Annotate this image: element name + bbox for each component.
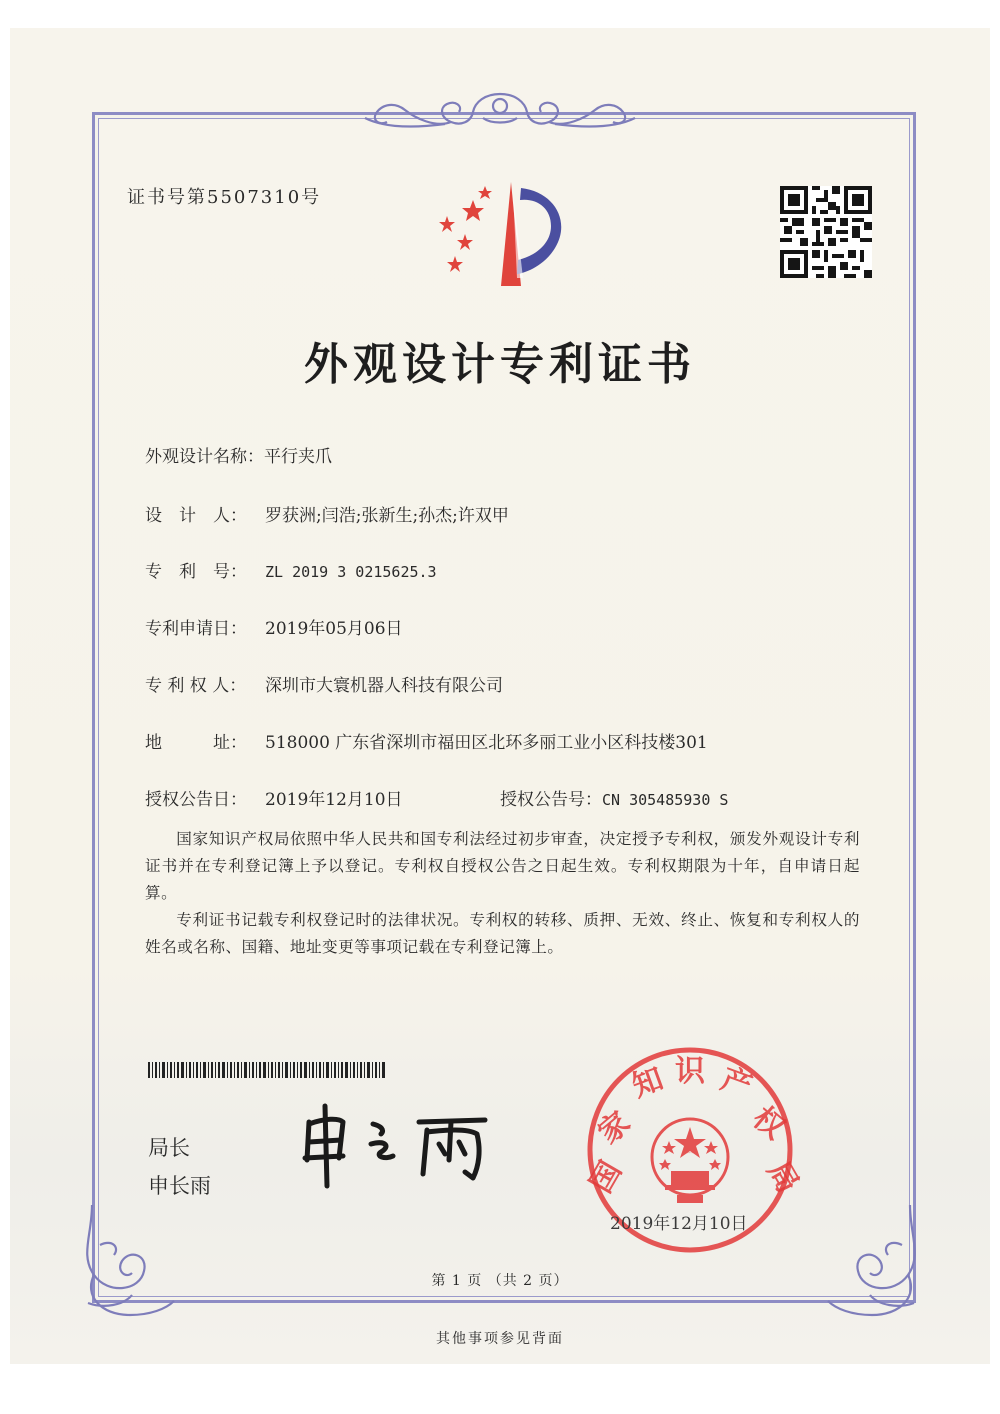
design-name-value: 平行夹爪 — [264, 447, 332, 467]
svg-text:局: 局 — [760, 1155, 806, 1199]
director-title: 局长 — [148, 1136, 190, 1160]
field-grant-date — [145, 785, 403, 810]
field-patent-no — [145, 557, 437, 582]
svg-text:知: 知 — [627, 1061, 668, 1105]
grant-no-value: CN 305485930 S — [602, 791, 729, 809]
body-paragraph-2: 专利证书记载专利权登记时的法律状况。专利权的转移、质押、无效、终止、恢复和专利权人的姓名或名称、国籍、地址变更等事项记载在专利登记簿上。 — [145, 911, 860, 956]
field-grant-no — [500, 785, 728, 810]
certificate-number: 证书号第5507310号 — [127, 187, 322, 208]
seal-text: 国家知识产权局 — [686, 1153, 694, 1154]
svg-text:产: 产 — [716, 1061, 757, 1105]
address-label: 地 址： — [145, 733, 247, 753]
svg-text:家: 家 — [591, 1105, 638, 1152]
bottom-left-ornament-icon — [70, 1205, 180, 1325]
page-number: 第 1 页 （共 2 页） — [431, 1273, 569, 1289]
field-design-name — [145, 442, 332, 467]
director-signature-icon — [295, 1100, 505, 1190]
qr-code-icon — [780, 186, 872, 278]
address-value: 518000 广东省深圳市福田区北环多丽工业小区科技楼301 — [265, 733, 708, 753]
field-address — [145, 728, 708, 753]
patent-no-value: ZL 2019 3 0215625.3 — [265, 563, 437, 581]
patent-no-label: 专 利 号： — [145, 562, 247, 582]
designer-value: 罗获洲;闫浩;张新生;孙杰;许双甲 — [265, 506, 509, 526]
patentee-value: 深圳市大寰机器人科技有限公司 — [265, 676, 503, 696]
grant-date-value: 2019年12月10日 — [265, 790, 403, 810]
design-name-label: 外观设计名称： — [145, 447, 264, 467]
patent-office-logo-icon — [425, 178, 575, 293]
filing-date-label: 专利申请日： — [145, 619, 247, 639]
grant-no-label: 授权公告号： — [500, 790, 602, 810]
director-name: 申长雨 — [148, 1174, 211, 1198]
patentee-label: 专 利 权 人： — [145, 676, 247, 696]
bottom-right-ornament-icon — [822, 1205, 932, 1325]
seal-date: 2019年12月10日 — [610, 1214, 748, 1234]
field-patentee — [145, 671, 503, 696]
field-designer — [145, 501, 509, 526]
top-ornament-icon — [355, 88, 645, 132]
certificate-title: 外观设计专利证书 — [304, 339, 696, 390]
footer-note: 其他事项参见背面 — [436, 1331, 564, 1347]
svg-text:权: 权 — [745, 1100, 792, 1147]
svg-text:识: 识 — [675, 1054, 705, 1089]
grant-date-label: 授权公告日： — [145, 790, 247, 810]
designer-label: 设 计 人： — [145, 506, 247, 526]
body-paragraph-1: 国家知识产权局依照中华人民共和国专利法经过初步审查，决定授予专利权，颁发外观设计专利证书并在专利登记簿上予以登记。专利权自授权公告之日起生效。专利权期限为十年，自申请日起算。 — [145, 830, 860, 902]
svg-text:国: 国 — [583, 1155, 629, 1199]
barcode-icon — [148, 1062, 386, 1078]
filing-date-value: 2019年05月06日 — [265, 619, 403, 639]
field-filing-date — [145, 614, 403, 639]
